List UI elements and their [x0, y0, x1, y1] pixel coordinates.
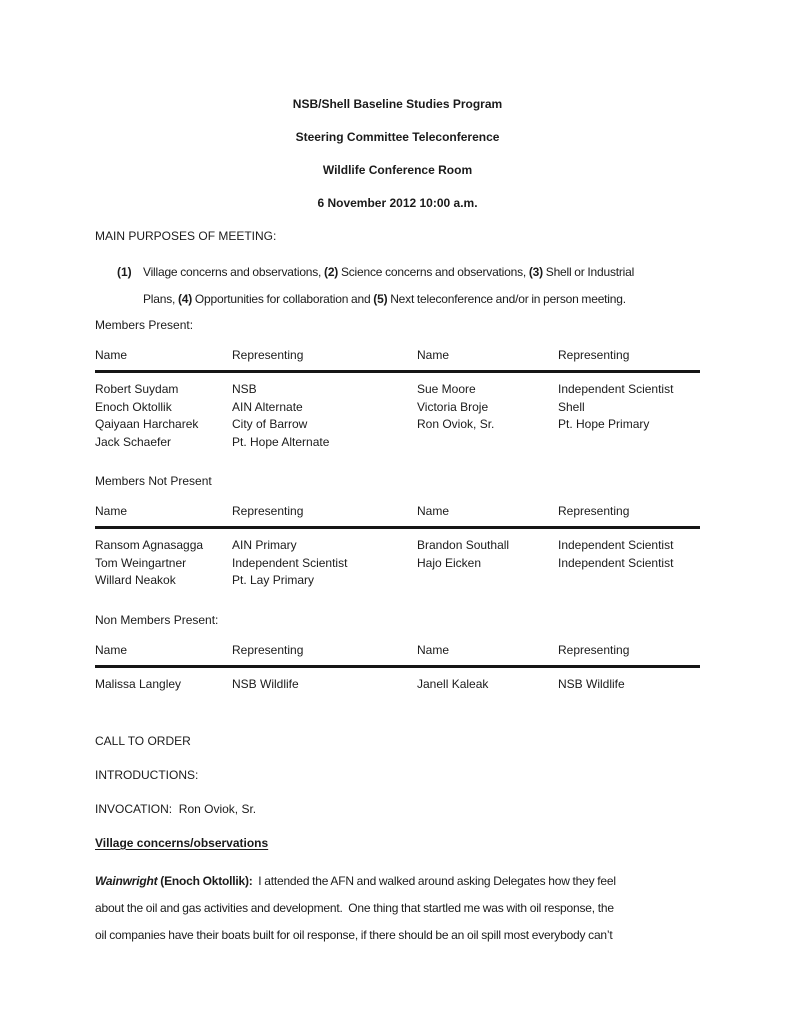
text-segment: I attended the AFN and walked around asking Delegates how they feel	[252, 874, 616, 888]
members-not-present-table	[95, 504, 700, 590]
table-cell: Malissa Langley	[95, 676, 182, 691]
table-header-cell: Name	[95, 348, 128, 362]
table-cell: AIN Alternate	[232, 399, 303, 414]
table-cell: Pt. Hope Primary	[558, 417, 650, 431]
table-header-cell: Representing	[232, 348, 304, 362]
main-purposes-label: MAIN PURPOSES OF MEETING:	[95, 229, 277, 243]
table-cell: Jack Schaefer	[95, 434, 172, 449]
purposes-line	[143, 259, 700, 286]
title-line-meeting-type: Steering Committee Teleconference	[295, 130, 500, 144]
table-body	[95, 668, 700, 694]
table-body	[95, 529, 700, 590]
non-members-present-table	[95, 643, 700, 694]
table-header-cell: Representing	[558, 348, 630, 362]
table-cell: NSB Wildlife	[558, 676, 625, 691]
table-cell: Independent Scientist	[558, 538, 674, 552]
table-header-cell: Name	[417, 348, 450, 362]
text-segment: Opportunities for collaboration and	[192, 292, 374, 306]
table-cell: Victoria Broje	[417, 399, 489, 414]
text-segment: about the oil and gas activities and development. One thing that startled me was with oil response, the	[95, 901, 614, 915]
paragraph-line	[95, 922, 700, 949]
table-cell: Independent Scientist	[558, 382, 674, 396]
table-cell: Pt. Hope Alternate	[232, 434, 330, 449]
paragraph-line	[95, 868, 700, 895]
table-cell: City of Barrow	[232, 417, 308, 431]
text-segment: Wainwright	[95, 874, 158, 888]
wainwright-paragraph	[95, 868, 700, 949]
table-header-row	[95, 504, 700, 529]
non-members-present-label: Non Members Present:	[95, 612, 219, 627]
table-cell: Sue Moore	[417, 382, 476, 396]
table-cell: Independent Scientist	[558, 555, 674, 570]
table-header-cell: Name	[95, 504, 128, 518]
text-segment: oil companies have their boats built for oil response, if there should be an oil spill most everybody can’t	[95, 928, 613, 942]
table-cell	[558, 434, 700, 452]
purposes-list-marker: (1)	[117, 265, 132, 279]
table-cell: Brandon Southall	[417, 538, 510, 552]
table-header-cell: Name	[417, 504, 450, 518]
table-cell: Hajo Eicken	[417, 555, 482, 570]
text-segment: (2)	[324, 265, 339, 279]
text-segment: (3)	[528, 265, 543, 279]
text-segment: (4)	[178, 292, 193, 306]
table-header-row	[95, 348, 700, 373]
table-cell: Pt. Lay Primary	[232, 573, 315, 587]
table-header-cell: Representing	[558, 504, 630, 518]
table-cell: Robert Suydam	[95, 382, 179, 396]
table-cell: NSB Wildlife	[232, 676, 299, 691]
table-cell: Enoch Oktollik	[95, 399, 172, 414]
table-cell	[417, 572, 558, 590]
table-cell: Willard Neakok	[95, 573, 176, 587]
title-line-program: NSB/Shell Baseline Studies Program	[292, 97, 503, 111]
call-to-order-label: CALL TO ORDER	[95, 734, 191, 748]
table-cell: AIN Primary	[232, 538, 297, 552]
table-header-cell: Representing	[558, 642, 630, 657]
purposes-list-text	[143, 259, 700, 313]
purposes-list	[95, 259, 700, 313]
text-segment: Shell or Industrial	[542, 265, 635, 279]
table-cell: Independent Scientist	[232, 555, 348, 570]
table-cell: Qaiyaan Harcharek	[95, 417, 199, 431]
table-cell	[558, 572, 700, 590]
table-cell: Tom Weingartner	[95, 555, 187, 570]
introductions-label: INTRODUCTIONS:	[95, 768, 199, 782]
table-cell: NSB	[232, 382, 257, 396]
invocation-label: INVOCATION: Ron Oviok, Sr.	[95, 802, 257, 816]
table-header-cell: Name	[95, 642, 128, 657]
table-header-cell: Representing	[232, 642, 304, 657]
table-body	[95, 373, 700, 451]
table-cell: Shell	[558, 399, 585, 414]
title-line-location: Wildlife Conference Room	[322, 163, 473, 177]
table-header-row	[95, 643, 700, 668]
members-not-present-label: Members Not Present	[95, 474, 212, 488]
purposes-line	[143, 286, 700, 313]
paragraph-line	[95, 895, 700, 922]
members-present-label: Members Present:	[95, 318, 194, 332]
table-cell: Ron Oviok, Sr.	[417, 417, 495, 431]
table-cell: Janell Kaleak	[417, 676, 489, 691]
text-segment: (Enoch Oktollik):	[157, 874, 253, 888]
table-cell	[417, 434, 558, 452]
table-header-cell: Representing	[232, 504, 304, 518]
text-segment: Village concerns and observations,	[143, 265, 325, 279]
table-header-cell: Name	[417, 642, 450, 657]
title-line-datetime: 6 November 2012 10:00 a.m.	[317, 196, 478, 210]
text-segment: Next teleconference and/or in person meeting.	[387, 292, 626, 306]
village-concerns-heading: Village concerns/observations	[95, 836, 269, 850]
text-segment: Plans,	[143, 292, 178, 306]
text-segment: Science concerns and observations,	[338, 265, 529, 279]
document-header	[95, 88, 700, 220]
members-present-table	[95, 348, 700, 451]
text-segment: (5)	[373, 292, 388, 306]
table-cell: Ransom Agnasagga	[95, 538, 204, 552]
